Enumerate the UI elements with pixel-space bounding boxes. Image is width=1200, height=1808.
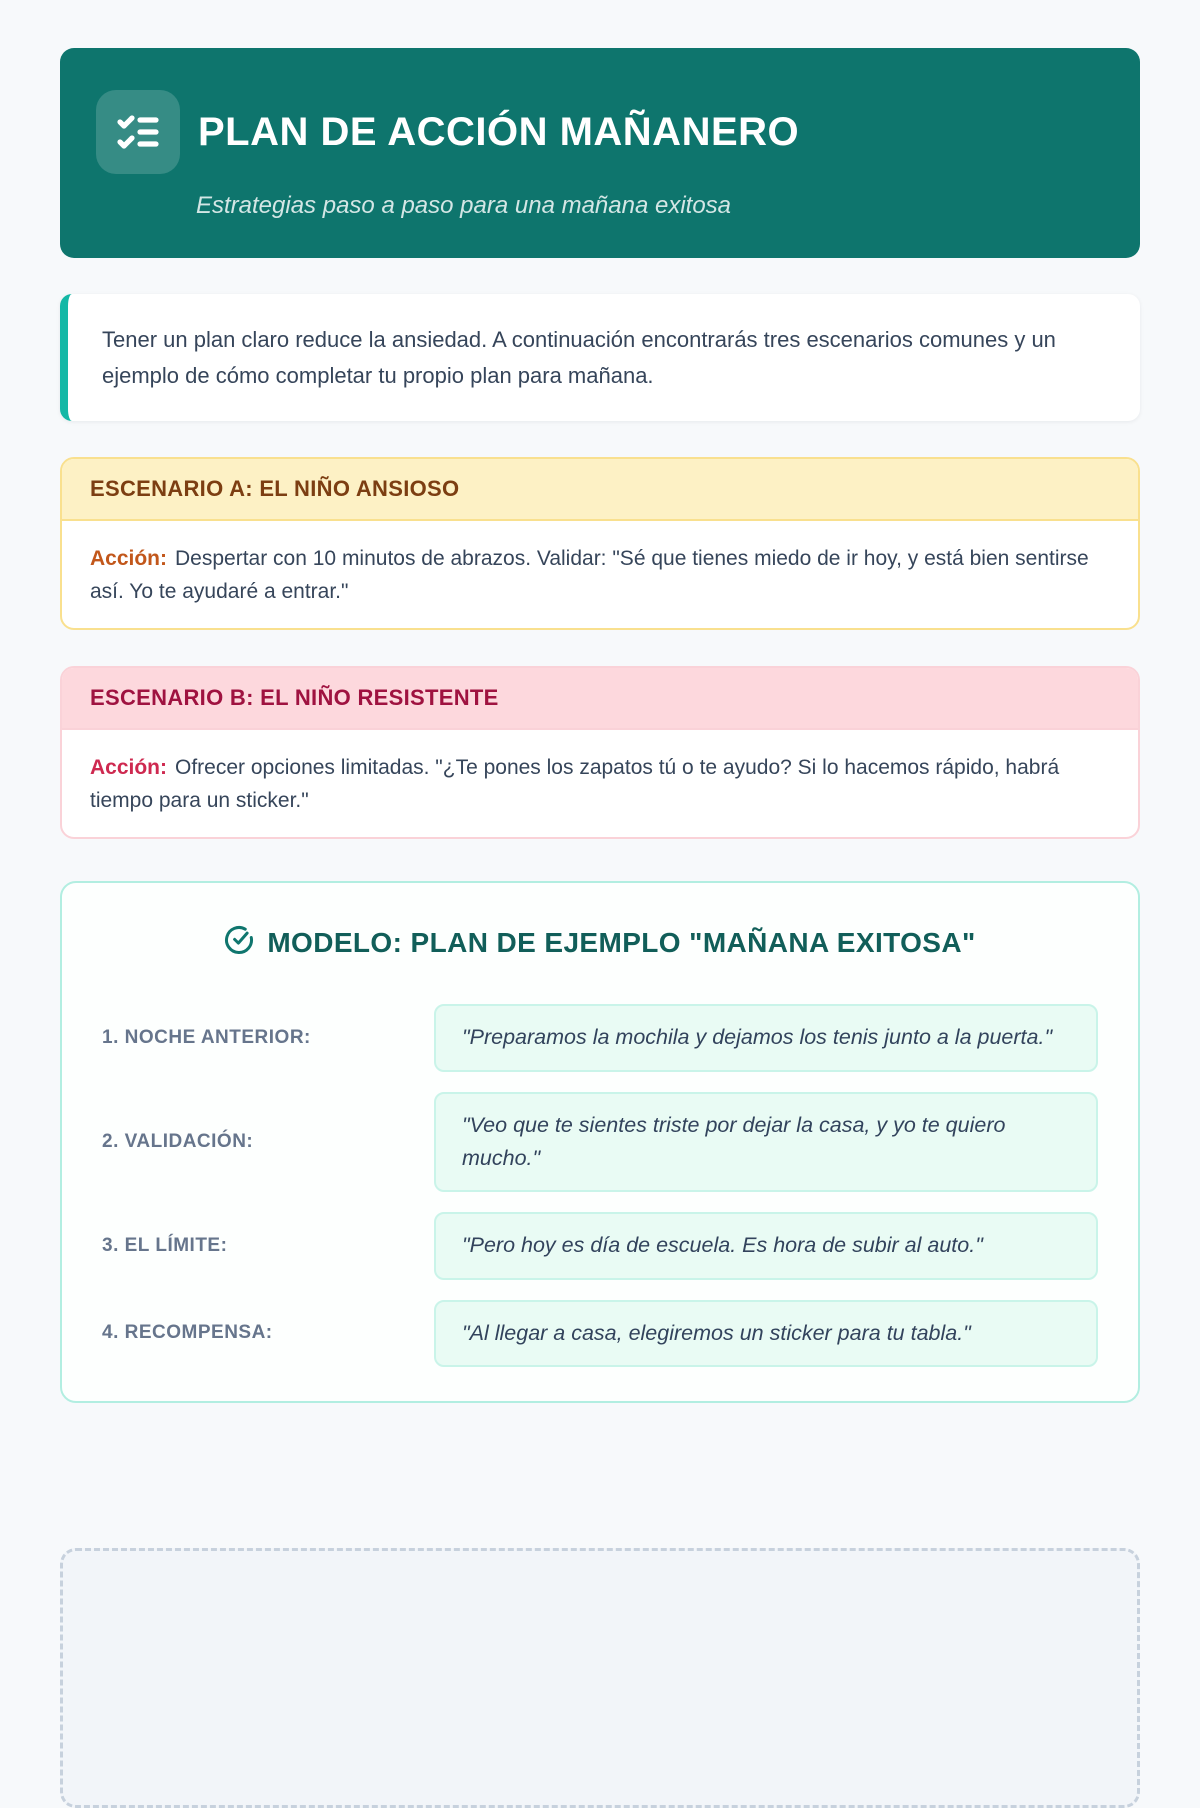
blank-plan-placeholder (60, 1548, 1140, 1808)
scenario-b-body (62, 730, 1138, 837)
model-row-label: 3. EL LÍMITE: (102, 1235, 228, 1257)
scenario-a-action-text: Despertar con 10 minutos de abrazos. Validar: "Sé que tienes miedo de ir hoy, y está bien sentirse así. Yo te ayudaré a entrar." (90, 547, 1089, 603)
model-title: MODELO: PLAN DE EJEMPLO "MAÑANA EXITOSA" (267, 926, 976, 958)
page (60, 0, 1140, 1808)
model-row-label: 1. NOCHE ANTERIOR: (102, 1027, 311, 1049)
scenario-b-title: ESCENARIO B: EL NIÑO RESISTENTE (62, 668, 1138, 730)
model-row-validacion (102, 1092, 1098, 1193)
model-row-value: "Pero hoy es día de escuela. Es hora de subir al auto." (434, 1212, 1098, 1279)
model-row-label: 2. VALIDACIÓN: (102, 1131, 254, 1153)
scenario-b-action-text: Ofrecer opciones limitadas. "¿Te pones los zapatos tú o te ayudo? Si lo hacemos rápido, habrá tiempo para un sticker." (90, 756, 1060, 812)
model-plan-card (60, 881, 1140, 1403)
model-rows (102, 1004, 1098, 1367)
header-row (96, 90, 1104, 174)
model-title-row (102, 925, 1098, 960)
model-row-recompensa (102, 1300, 1098, 1367)
check-circle-icon-glyph (224, 925, 254, 955)
checklist-icon-glyph (114, 108, 162, 156)
scenario-b-action-label: Acción: (90, 756, 168, 780)
model-row-limite (102, 1212, 1098, 1279)
scenario-a-action-label: Acción: (90, 547, 168, 571)
scenario-a-body (62, 521, 1138, 628)
scenario-card-b (60, 666, 1140, 839)
model-row-noche-anterior (102, 1004, 1098, 1071)
header-banner (60, 48, 1140, 258)
intro-note (60, 294, 1140, 421)
model-row-value: "Veo que te sientes triste por dejar la casa, y yo te quiero mucho." (434, 1092, 1098, 1193)
intro-text: Tener un plan claro reduce la ansiedad. A continuación encontrarás tres escenarios comunes y un ejemplo de cómo completar tu propio plan para mañana. (102, 327, 1056, 388)
model-row-label: 4. RECOMPENSA: (102, 1322, 273, 1344)
scenario-a-title: ESCENARIO A: EL NIÑO ANSIOSO (62, 459, 1138, 521)
scenario-card-a (60, 457, 1140, 630)
model-row-value: "Al llegar a casa, elegiremos un sticker para tu tabla." (434, 1300, 1098, 1367)
page-title: PLAN DE ACCIÓN MAÑANERO (198, 109, 800, 154)
model-row-value: "Preparamos la mochila y dejamos los tenis junto a la puerta." (434, 1004, 1098, 1071)
checklist-icon (96, 90, 180, 174)
page-subtitle: Estrategias paso a paso para una mañana exitosa (196, 192, 732, 219)
check-circle-icon (224, 925, 254, 960)
